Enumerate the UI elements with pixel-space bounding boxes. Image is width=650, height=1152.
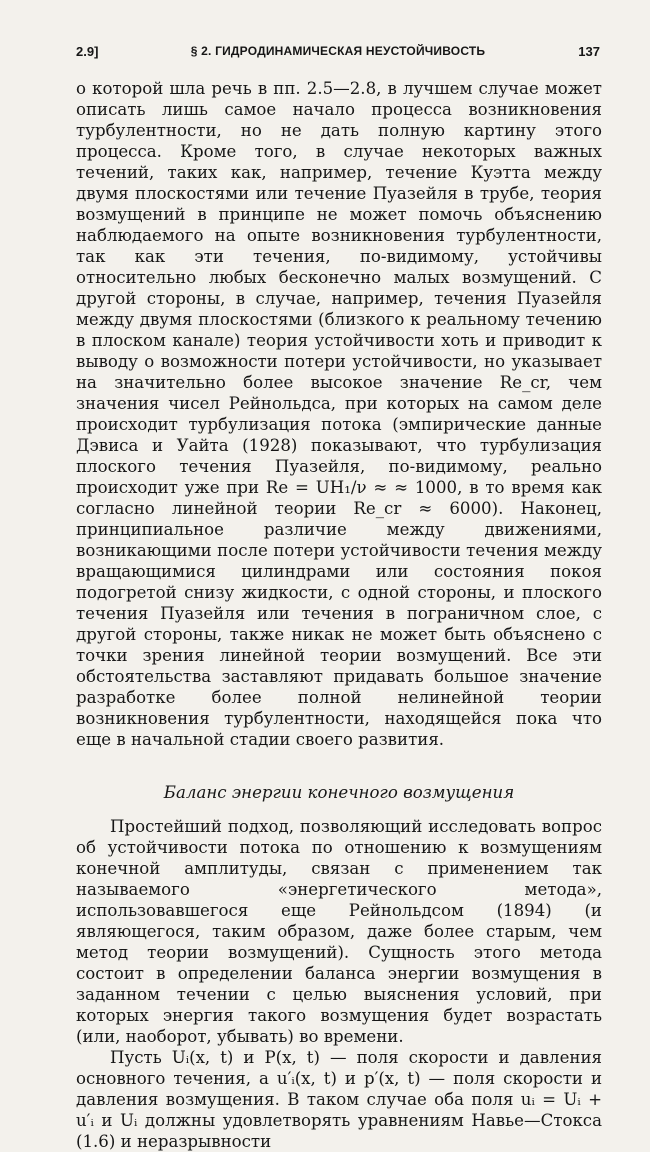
running-header (76, 44, 600, 62)
paragraph-3: Пусть Uᵢ(x, t) и P(x, t) — поля скорости и давления основного течения, а u′ᵢ(x, t) и p′(x, t) — поля скорости и давления возмущения. В таком случае оба поля uᵢ = Uᵢ + u′ᵢ и Uᵢ должны удовлетворять уравнениям Навье—Стокса (1.6) и неразрывности (76, 1048, 602, 1151)
page-number: 137 (578, 44, 600, 59)
section-number: 2.9] (76, 44, 99, 59)
paragraph-1: о которой шла речь в пп. 2.5—2.8, в лучшем случае может описать лишь самое начало процесса возникновения турбулентности, но не дать полную картину этого процесса. Кроме того, в случае некоторых важных течений, таких как, например, течение Куэтта между двумя плоскостями или течение Пуазейля в трубе, теория возмущений в принципе не может помочь объяснению наблюдаемого на опыте возникновения турбулентности, так как эти течения, по-видимому, устойчивы относительно любых бесконечно малых возмущений. С другой стороны, в случае, например, течения Пуазейля между двумя плоскостями (близкого к реальному течению в плоском канале) теория устойчивости хоть и приводит к выводу о возможности потери устойчивости, но указывает на значительно более высокое значение Re_cr, чем значения чисел Рейнольдса, при которых на самом деле происходит турбулизация потока (эмпирические данные Дэвиса и Уайта (1928) показывают, что турбулизация плоского течения Пуазейля, по-видимому, реально происходит уже при Re = UH₁/ν ≈ ≈ 1000, в то время как согласно линейной теории Re_cr ≈ 6000). Наконец, принципиальное различие между движениями, возникающими после потери устойчивости течения между вращающимися цилиндрами или состояния покоя подогретой снизу жидкости, с одной стороны, и плоского течения Пуазейля или течения в пограничном слое, с другой стороны, также никак не может быть объяснено с точки зрения линейной теории возмущений. Все эти обстоятельства заставляют придавать большое значение разработке более полной нелинейной теории возникновения турбулентности, находящейся пока что еще в начальной стадии своего развития. (76, 79, 602, 749)
running-title: § 2. ГИДРОДИНАМИЧЕСКАЯ НЕУСТОЙЧИВОСТЬ (190, 44, 486, 58)
paragraph-2: Простейший подход, позволяющий исследовать вопрос об устойчивости потока по отношению к возмущениям конечной амплитуды, связан с применением так называемого «энергетического метода», использовавшегося еще Рейнольдсом (1894) (и являющегося, таким образом, даже более старым, чем метод теории возмущений). Сущность этого метода состоит в определении баланса энергии возмущения в заданном течении с целью выяснения условий, при которых энергия такого возмущения будет возрастать (или, наоборот, убывать) во времени. (76, 817, 602, 1046)
page-body (76, 78, 602, 1152)
section-title: Баланс энергии конечного возмущения (163, 783, 515, 802)
